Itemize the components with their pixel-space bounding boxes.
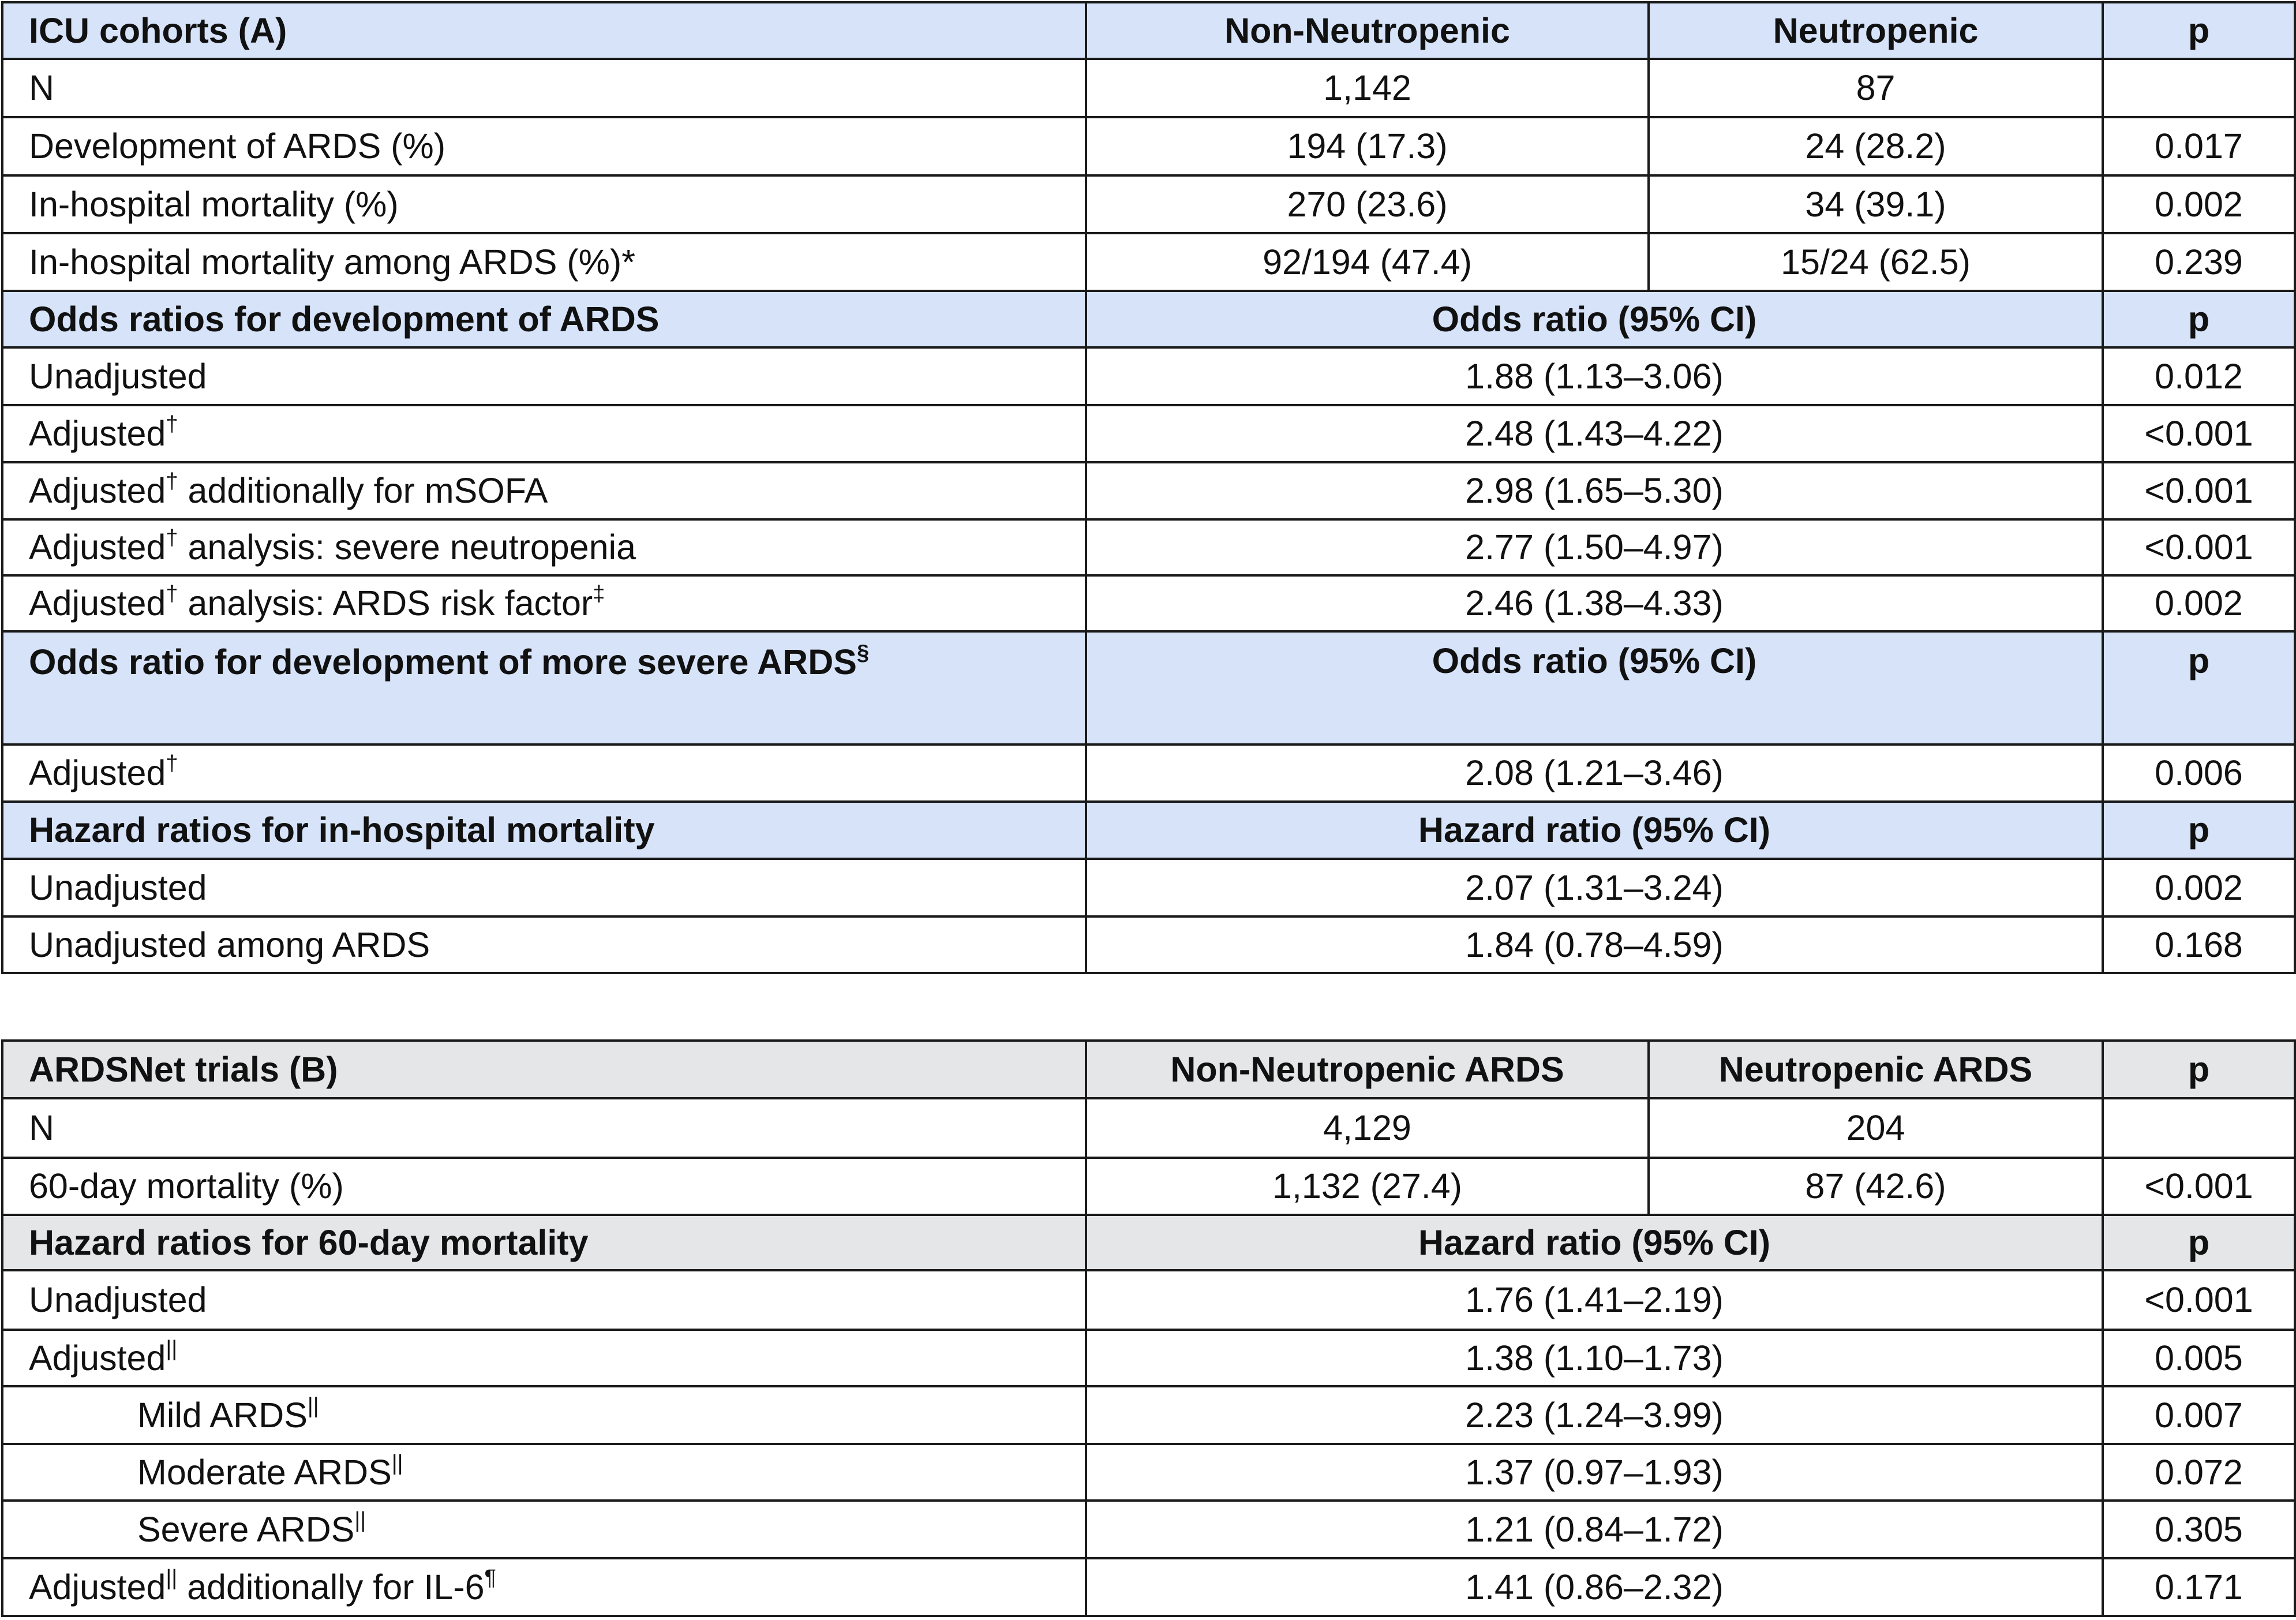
cell-ratio: 2.77 (1.50–4.97)	[1086, 519, 2103, 575]
table-row	[2, 59, 2295, 117]
cell-p: 0.305	[2103, 1501, 2295, 1558]
row-label-text: Adjusted	[29, 583, 166, 623]
table-b-title: ARDSNet trials (B)	[2, 1041, 1086, 1098]
row-label	[2, 1330, 1086, 1386]
cell-ratio: 2.48 (1.43–4.22)	[1086, 405, 2103, 462]
row-label: Unadjusted among ARDS	[2, 916, 1086, 973]
cell-p: 0.171	[2103, 1558, 2295, 1616]
table-row	[2, 744, 2295, 802]
section-header-row	[2, 291, 2295, 347]
row-label-text: Adjusted	[29, 471, 166, 511]
cell-ratio: 1.21 (0.84–1.72)	[1086, 1501, 2103, 1558]
table-row	[2, 1330, 2295, 1386]
row-label	[2, 405, 1086, 462]
row-label: Development of ARDS (%)	[2, 117, 1086, 175]
section-title: Odds ratios for development of ARDS	[2, 291, 1086, 347]
col-header-non-neutropenic: Non-Neutropenic	[1086, 2, 1649, 59]
table-row	[2, 916, 2295, 973]
table-row	[2, 1501, 2295, 1558]
row-label	[2, 1558, 1086, 1616]
cell-neutropenic: 87	[1649, 59, 2103, 117]
table-row	[2, 117, 2295, 175]
table-row	[2, 405, 2295, 462]
section-p-header: p	[2103, 291, 2295, 347]
footnote-mark: ||	[354, 1507, 366, 1532]
table-b-header-row	[2, 1041, 2295, 1098]
footnote-mark: ‡	[593, 582, 605, 607]
cell-p: <0.001	[2103, 462, 2295, 519]
row-label	[2, 519, 1086, 575]
table-row	[2, 859, 2295, 916]
row-label: Unadjusted	[2, 1270, 1086, 1330]
row-label	[2, 1386, 1086, 1444]
footnote-mark: ¶	[484, 1565, 496, 1590]
cell-p: 0.002	[2103, 175, 2295, 233]
row-label-text: Moderate ARDS	[137, 1452, 392, 1492]
row-label	[2, 1444, 1086, 1501]
cell-p: <0.001	[2103, 519, 2295, 575]
section-p-header: p	[2103, 631, 2295, 744]
row-label: In-hospital mortality (%)	[2, 175, 1086, 233]
cell-neutropenic: 24 (28.2)	[1649, 117, 2103, 175]
table-row	[2, 1270, 2295, 1330]
section-p-header: p	[2103, 802, 2295, 859]
cell-ratio: 1.88 (1.13–3.06)	[1086, 347, 2103, 405]
row-label-text: Adjusted	[29, 1338, 166, 1378]
row-label-text: Adjusted	[29, 753, 166, 793]
footnote-mark: §	[856, 640, 870, 665]
table-a-header-row	[2, 2, 2295, 59]
cell-ratio: 2.23 (1.24–3.99)	[1086, 1386, 2103, 1444]
footnote-mark: ||	[307, 1393, 319, 1418]
row-label-text: Adjusted	[29, 1567, 166, 1607]
section-p-header: p	[2103, 1215, 2295, 1270]
col-header-p: p	[2103, 2, 2295, 59]
cell-neutropenic: 34 (39.1)	[1649, 175, 2103, 233]
table-row	[2, 1444, 2295, 1501]
cell-p: 0.168	[2103, 916, 2295, 973]
cell-neutropenic: 87 (42.6)	[1649, 1158, 2103, 1215]
cell-neutropenic: 15/24 (62.5)	[1649, 233, 2103, 291]
row-label	[2, 1501, 1086, 1558]
cell-ratio: 2.98 (1.65–5.30)	[1086, 462, 2103, 519]
table-row	[2, 1158, 2295, 1215]
table-row	[2, 347, 2295, 405]
cell-p	[2103, 1098, 2295, 1158]
footnote-mark: ||	[166, 1565, 178, 1590]
table-row	[2, 1098, 2295, 1158]
cell-non-neutropenic: 92/194 (47.4)	[1086, 233, 1649, 291]
cell-p: 0.007	[2103, 1386, 2295, 1444]
cell-ratio: 1.37 (0.97–1.93)	[1086, 1444, 2103, 1501]
row-label	[2, 575, 1086, 631]
row-label-suffix: analysis: ARDS risk factor	[178, 583, 593, 623]
ardsnet-trials-table	[1, 1039, 2296, 1617]
footnote-mark: †	[166, 412, 178, 437]
row-label-text: Adjusted	[29, 414, 166, 454]
row-label: Unadjusted	[2, 347, 1086, 405]
table-row	[2, 519, 2295, 575]
footnote-mark: †	[166, 526, 178, 551]
section-value-header: Hazard ratio (95% CI)	[1086, 1215, 2103, 1270]
cell-neutropenic: 204	[1649, 1098, 2103, 1158]
col-header-p: p	[2103, 1041, 2295, 1098]
cell-p: <0.001	[2103, 1158, 2295, 1215]
row-label-text: Mild ARDS	[137, 1395, 308, 1435]
icu-cohorts-table	[1, 1, 2296, 974]
footnote-mark: †	[166, 469, 178, 494]
footnote-mark: ||	[391, 1450, 403, 1475]
table-row	[2, 233, 2295, 291]
cell-non-neutropenic: 194 (17.3)	[1086, 117, 1649, 175]
cell-p: 0.072	[2103, 1444, 2295, 1501]
section-title	[2, 631, 1086, 744]
cell-p: 0.006	[2103, 744, 2295, 802]
table-row	[2, 575, 2295, 631]
row-label	[2, 462, 1086, 519]
row-label: 60-day mortality (%)	[2, 1158, 1086, 1215]
cell-ratio: 1.84 (0.78–4.59)	[1086, 916, 2103, 973]
cell-ratio: 1.38 (1.10–1.73)	[1086, 1330, 2103, 1386]
section-title: Hazard ratios for 60-day mortality	[2, 1215, 1086, 1270]
table-row	[2, 1386, 2295, 1444]
cell-non-neutropenic: 4,129	[1086, 1098, 1649, 1158]
cell-p: 0.012	[2103, 347, 2295, 405]
cell-ratio: 2.07 (1.31–3.24)	[1086, 859, 2103, 916]
cell-p: <0.001	[2103, 405, 2295, 462]
cell-p: 0.005	[2103, 1330, 2295, 1386]
cell-non-neutropenic: 270 (23.6)	[1086, 175, 1649, 233]
footnote-mark: †	[166, 751, 178, 776]
row-label-suffix: analysis: severe neutropenia	[178, 527, 636, 567]
cell-non-neutropenic: 1,142	[1086, 59, 1649, 117]
section-header-row	[2, 1215, 2295, 1270]
table-row	[2, 1558, 2295, 1616]
cell-p: <0.001	[2103, 1270, 2295, 1330]
row-label-suffix: additionally for mSOFA	[178, 471, 548, 511]
row-label-suffix: additionally for IL-6	[177, 1567, 485, 1607]
section-value-header: Odds ratio (95% CI)	[1086, 631, 2103, 744]
row-label-text: Severe ARDS	[137, 1509, 355, 1549]
section-value-header: Hazard ratio (95% CI)	[1086, 802, 2103, 859]
section-title-text: Odds ratio for development of more severe ARDS	[29, 642, 857, 682]
section-title: Hazard ratios for in-hospital mortality	[2, 802, 1086, 859]
table-row	[2, 462, 2295, 519]
cell-ratio: 1.41 (0.86–2.32)	[1086, 1558, 2103, 1616]
table-row	[2, 175, 2295, 233]
footnote-mark: ||	[166, 1336, 178, 1361]
cell-p: 0.002	[2103, 575, 2295, 631]
row-label: Unadjusted	[2, 859, 1086, 916]
cell-ratio: 1.76 (1.41–2.19)	[1086, 1270, 2103, 1330]
footnote-mark: †	[166, 582, 178, 607]
table-a-title: ICU cohorts (A)	[2, 2, 1086, 59]
section-header-row	[2, 802, 2295, 859]
section-header-row	[2, 631, 2295, 744]
row-label-text: Adjusted	[29, 527, 166, 567]
row-label: In-hospital mortality among ARDS (%)*	[2, 233, 1086, 291]
cell-ratio: 2.08 (1.21–3.46)	[1086, 744, 2103, 802]
row-label: N	[2, 1098, 1086, 1158]
cell-p: 0.017	[2103, 117, 2295, 175]
cell-p	[2103, 59, 2295, 117]
row-label: N	[2, 59, 1086, 117]
col-header-non-neutropenic-ards: Non-Neutropenic ARDS	[1086, 1041, 1649, 1098]
cell-non-neutropenic: 1,132 (27.4)	[1086, 1158, 1649, 1215]
col-header-neutropenic-ards: Neutropenic ARDS	[1649, 1041, 2103, 1098]
cell-ratio: 2.46 (1.38–4.33)	[1086, 575, 2103, 631]
cell-p: 0.239	[2103, 233, 2295, 291]
row-label	[2, 744, 1086, 802]
cell-p: 0.002	[2103, 859, 2295, 916]
section-value-header: Odds ratio (95% CI)	[1086, 291, 2103, 347]
col-header-neutropenic: Neutropenic	[1649, 2, 2103, 59]
